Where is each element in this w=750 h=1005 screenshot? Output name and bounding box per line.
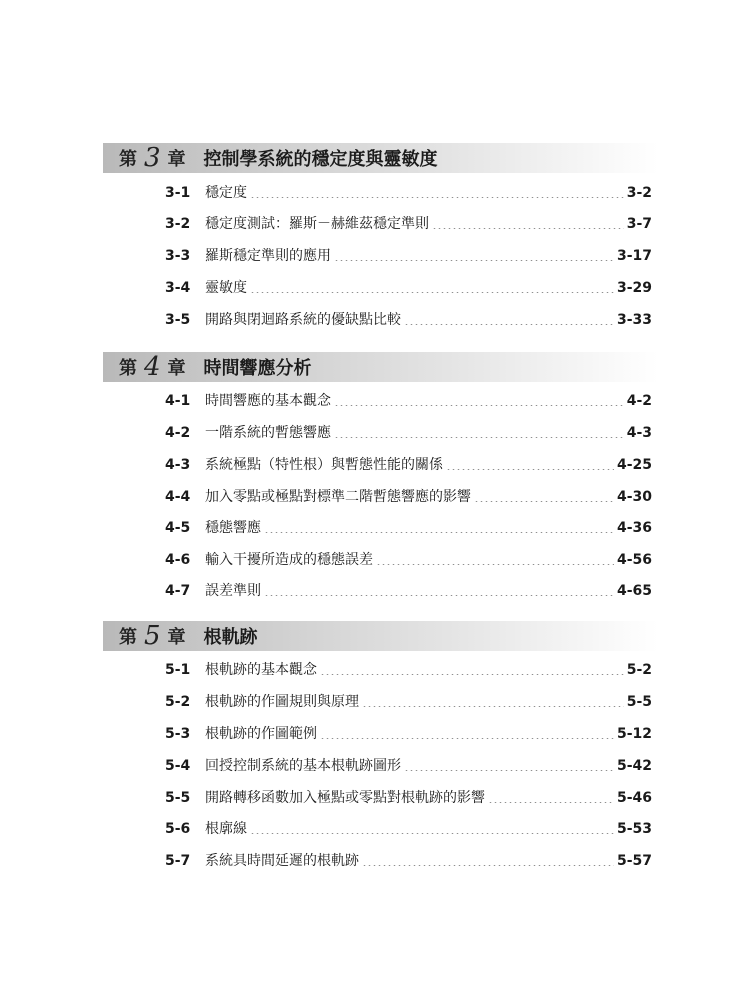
section-page: 3-17 bbox=[616, 248, 652, 264]
chapter-title: 時間響應分析 bbox=[203, 358, 312, 379]
section-page: 3-2 bbox=[626, 185, 652, 201]
chapter-prefix: 第 bbox=[119, 627, 137, 648]
section-number: 3-1 bbox=[165, 185, 191, 201]
section-title: 一階系統的暫態響應 bbox=[205, 425, 331, 441]
dot-leader bbox=[404, 324, 614, 325]
section-number: 4-1 bbox=[165, 393, 191, 409]
section-title: 根軌跡的作圖規則與原理 bbox=[205, 694, 359, 710]
toc-entry[interactable] bbox=[165, 692, 652, 712]
section-page: 4-2 bbox=[626, 393, 652, 409]
section-page: 4-65 bbox=[616, 583, 652, 599]
section-title: 穩定度測試：羅斯－赫維茲穩定準則 bbox=[205, 216, 429, 232]
toc-entry[interactable] bbox=[165, 183, 652, 203]
section-number: 5-2 bbox=[165, 694, 191, 710]
section-number: 4-7 bbox=[165, 583, 191, 599]
toc-entry[interactable] bbox=[165, 581, 652, 601]
section-number: 5-3 bbox=[165, 726, 191, 742]
toc-entry[interactable] bbox=[165, 550, 652, 570]
dot-leader bbox=[376, 564, 614, 565]
toc-entry[interactable] bbox=[165, 246, 652, 266]
section-page: 5-12 bbox=[616, 726, 652, 742]
dot-leader bbox=[320, 674, 624, 675]
dot-leader bbox=[250, 197, 624, 198]
section-number: 5-7 bbox=[165, 853, 191, 869]
dot-leader bbox=[334, 405, 624, 406]
dot-leader bbox=[432, 228, 624, 229]
section-number: 4-6 bbox=[165, 552, 191, 568]
section-title: 根軌跡的基本觀念 bbox=[205, 662, 317, 678]
section-number: 3-4 bbox=[165, 280, 191, 296]
section-page: 4-36 bbox=[616, 520, 652, 536]
dot-leader bbox=[264, 532, 614, 533]
chapter-header bbox=[103, 352, 658, 382]
section-page: 5-57 bbox=[616, 853, 652, 869]
section-title: 穩定度 bbox=[205, 185, 247, 201]
section-title: 開路轉移函數加入極點或零點對根軌跡的影響 bbox=[205, 790, 485, 806]
section-page: 4-30 bbox=[616, 489, 652, 505]
toc-entry[interactable] bbox=[165, 278, 652, 298]
section-number: 4-3 bbox=[165, 457, 191, 473]
dot-leader bbox=[264, 595, 614, 596]
section-page: 5-46 bbox=[616, 790, 652, 806]
section-number: 3-5 bbox=[165, 312, 191, 328]
dot-leader bbox=[474, 501, 614, 502]
section-number: 4-5 bbox=[165, 520, 191, 536]
section-number: 3-3 bbox=[165, 248, 191, 264]
dot-leader bbox=[334, 260, 614, 261]
section-page: 4-3 bbox=[626, 425, 652, 441]
section-title: 開路與閉迴路系統的優缺點比較 bbox=[205, 312, 401, 328]
toc-entry[interactable] bbox=[165, 756, 652, 776]
dot-leader bbox=[334, 437, 624, 438]
section-number: 5-4 bbox=[165, 758, 191, 774]
dot-leader bbox=[488, 802, 614, 803]
section-number: 4-4 bbox=[165, 489, 191, 505]
section-title: 羅斯穩定準則的應用 bbox=[205, 248, 331, 264]
section-page: 4-25 bbox=[616, 457, 652, 473]
toc-entry[interactable] bbox=[165, 423, 652, 443]
chapter-prefix: 第 bbox=[119, 358, 137, 379]
chapter-number: 3 bbox=[144, 143, 161, 173]
toc-entry[interactable] bbox=[165, 310, 652, 330]
section-title: 時間響應的基本觀念 bbox=[205, 393, 331, 409]
chapter-suffix: 章 bbox=[167, 358, 186, 379]
section-page: 4-56 bbox=[616, 552, 652, 568]
toc-entry[interactable] bbox=[165, 518, 652, 538]
section-page: 3-33 bbox=[616, 312, 652, 328]
chapter-title: 控制學系統的穩定度與靈敏度 bbox=[203, 149, 438, 170]
section-title: 回授控制系統的基本根軌跡圖形 bbox=[205, 758, 401, 774]
toc-entry[interactable] bbox=[165, 724, 652, 744]
dot-leader bbox=[446, 469, 614, 470]
section-title: 誤差準則 bbox=[205, 583, 261, 599]
section-title: 穩態響應 bbox=[205, 520, 261, 536]
section-page: 5-2 bbox=[626, 662, 652, 678]
toc-entry[interactable] bbox=[165, 819, 652, 839]
chapter-title: 根軌跡 bbox=[203, 627, 258, 648]
toc-entry[interactable] bbox=[165, 391, 652, 411]
section-title: 根廓線 bbox=[205, 821, 247, 837]
section-title: 系統極點（特性根）與暫態性能的關係 bbox=[205, 457, 443, 473]
section-title: 根軌跡的作圖範例 bbox=[205, 726, 317, 742]
chapter-number: 4 bbox=[144, 352, 161, 382]
section-title: 加入零點或極點對標準二階暫態響應的影響 bbox=[205, 489, 471, 505]
toc-entry[interactable] bbox=[165, 455, 652, 475]
toc-entry[interactable] bbox=[165, 660, 652, 680]
section-number: 4-2 bbox=[165, 425, 191, 441]
toc-entry[interactable] bbox=[165, 788, 652, 808]
section-number: 3-2 bbox=[165, 216, 191, 232]
section-page: 3-7 bbox=[626, 216, 652, 232]
dot-leader bbox=[250, 833, 614, 834]
section-number: 5-1 bbox=[165, 662, 191, 678]
section-page: 3-29 bbox=[616, 280, 652, 296]
section-number: 5-5 bbox=[165, 790, 191, 806]
section-title: 靈敏度 bbox=[205, 280, 247, 296]
toc-entry[interactable] bbox=[165, 851, 652, 871]
chapter-suffix: 章 bbox=[167, 149, 186, 170]
dot-leader bbox=[362, 865, 614, 866]
dot-leader bbox=[362, 706, 624, 707]
toc-entry[interactable] bbox=[165, 214, 652, 234]
section-page: 5-53 bbox=[616, 821, 652, 837]
section-number: 5-6 bbox=[165, 821, 191, 837]
chapter-header bbox=[103, 621, 658, 651]
toc-entry[interactable] bbox=[165, 487, 652, 507]
chapter-number: 5 bbox=[144, 621, 161, 651]
dot-leader bbox=[250, 292, 614, 293]
section-title: 輸入干擾所造成的穩態誤差 bbox=[205, 552, 373, 568]
dot-leader bbox=[320, 738, 614, 739]
section-title: 系統具時間延遲的根軌跡 bbox=[205, 853, 359, 869]
section-page: 5-42 bbox=[616, 758, 652, 774]
section-page: 5-5 bbox=[626, 694, 652, 710]
chapter-header bbox=[103, 143, 658, 173]
chapter-suffix: 章 bbox=[167, 627, 186, 648]
dot-leader bbox=[404, 770, 614, 771]
chapter-prefix: 第 bbox=[119, 149, 137, 170]
